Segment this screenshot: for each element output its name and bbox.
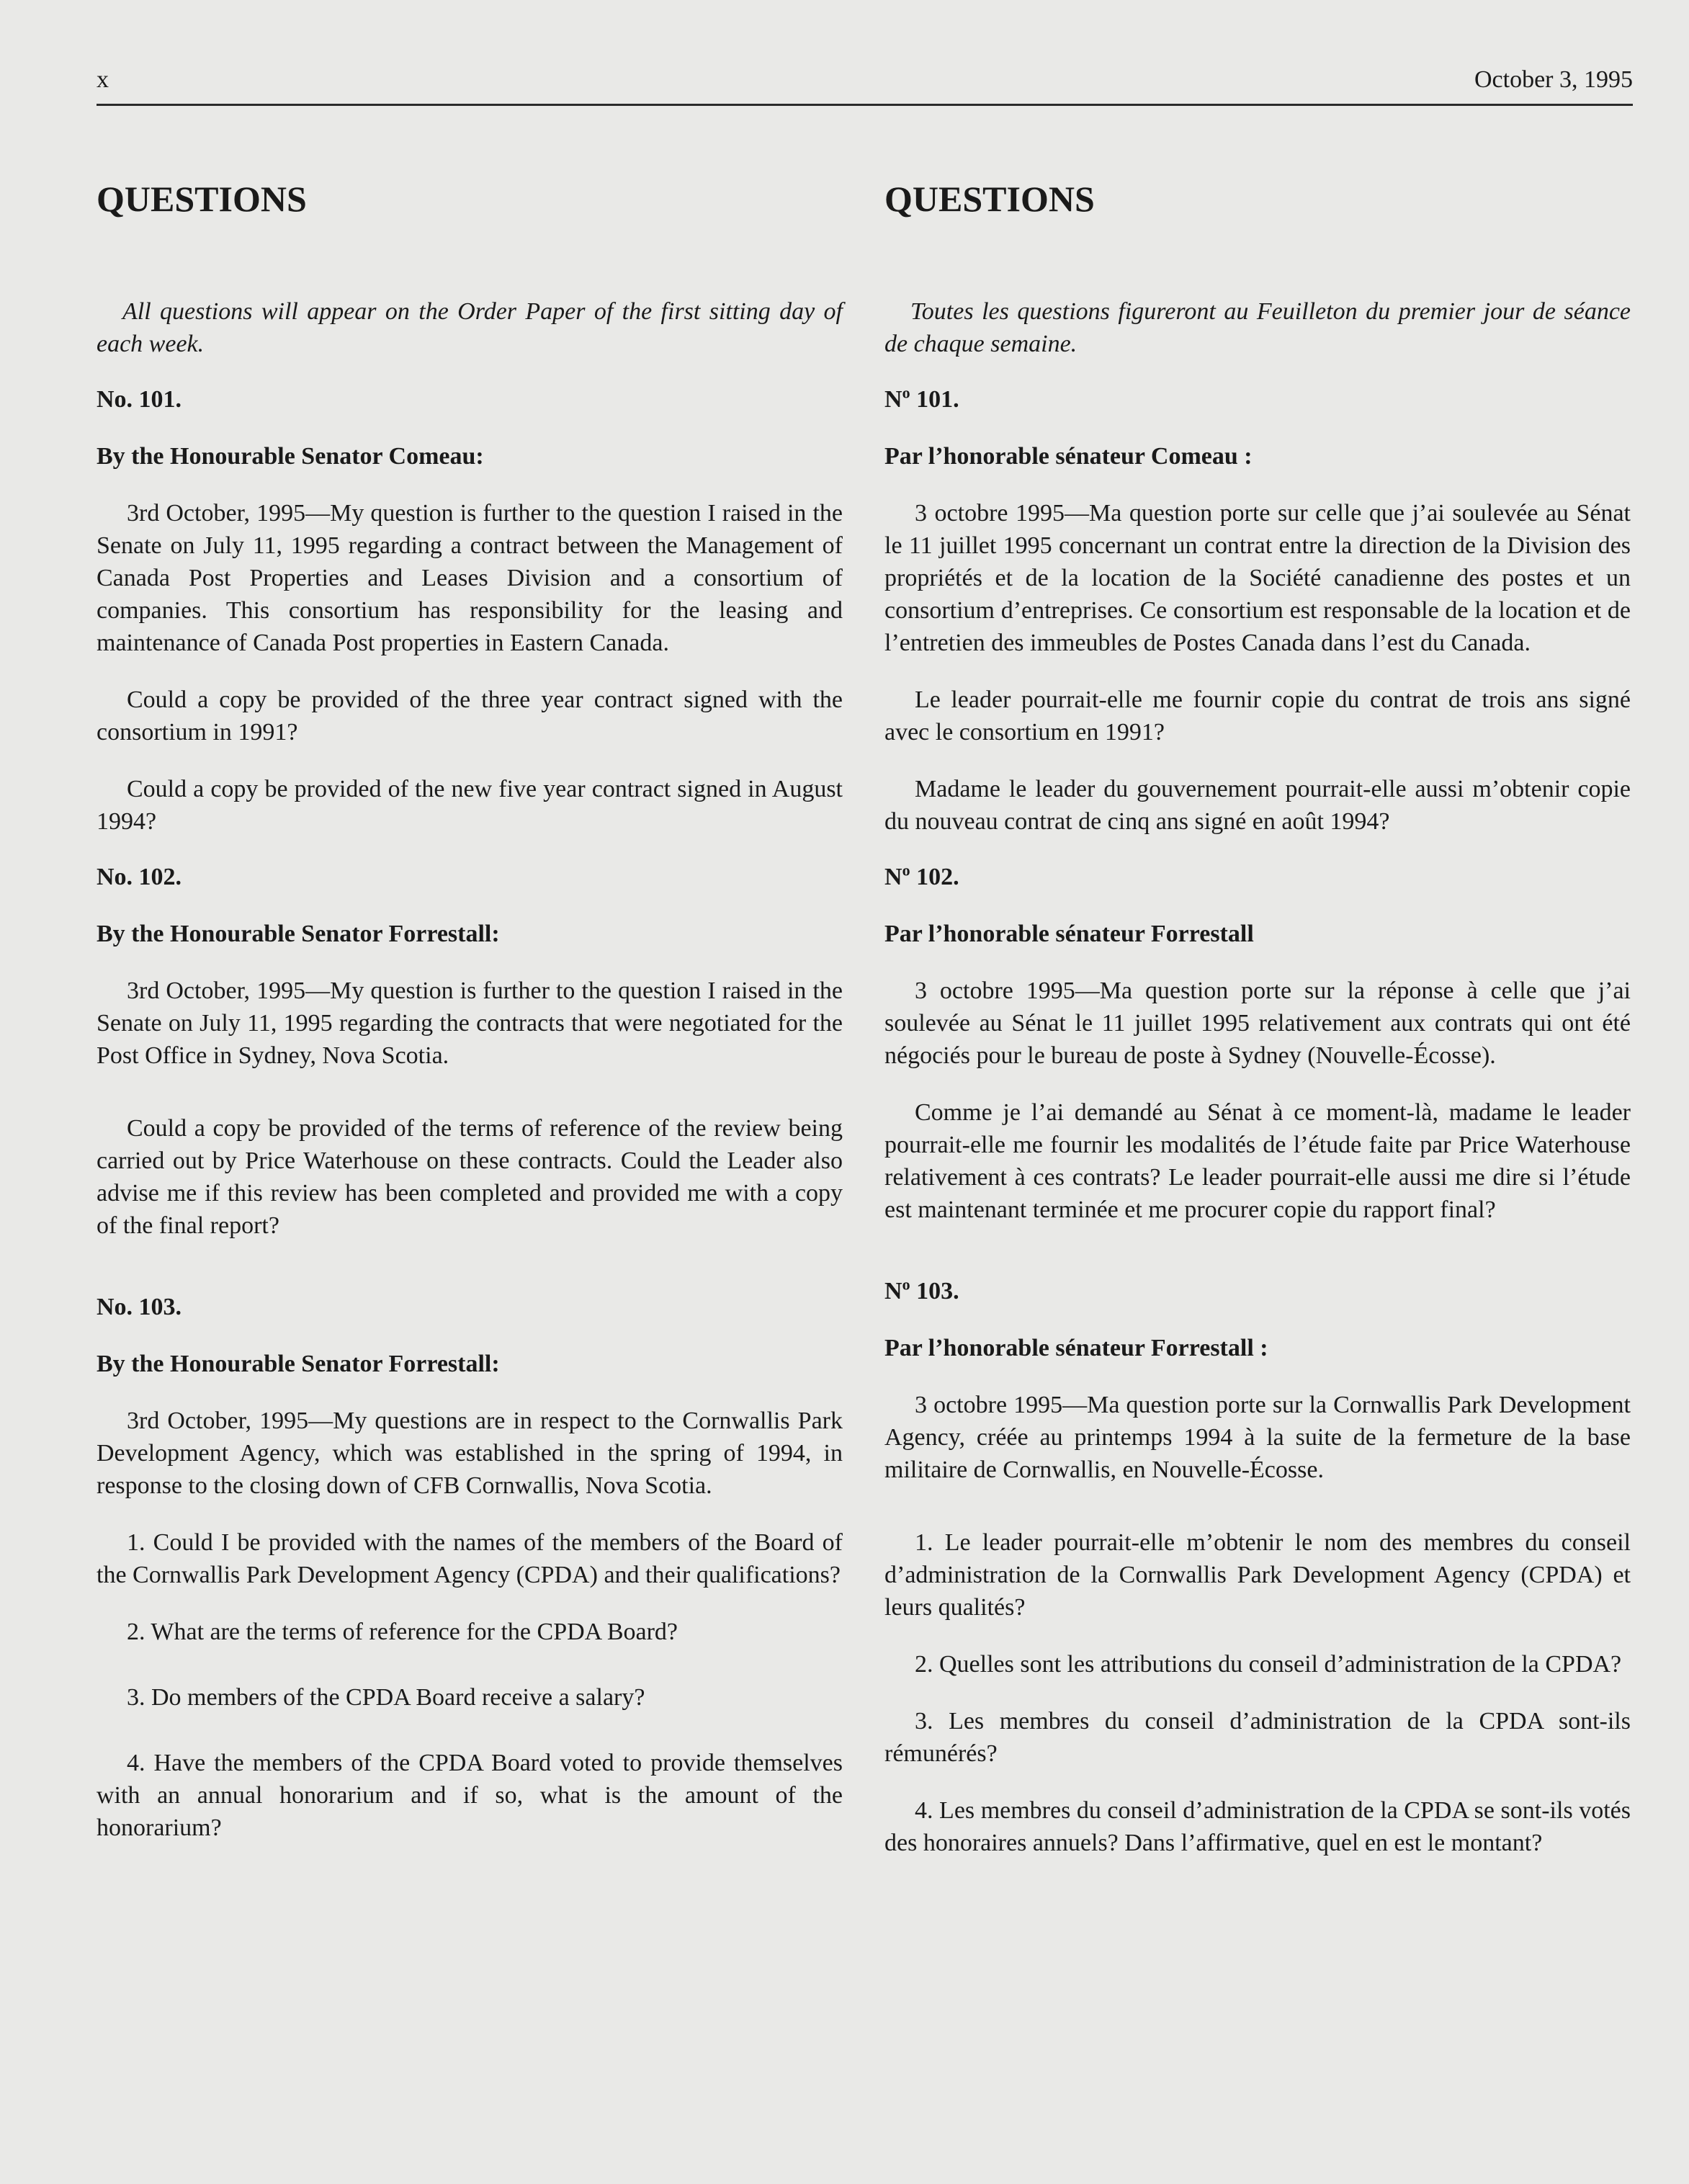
question-101-number-fr: $N^o$ 101. [884,383,959,413]
question-101-paragraph-fr: Madame le leader du gouvernement pourrait-elle aussi m’obtenir copie du nouveau contrat de cinq ans signé en août 1994? [884,776,1631,835]
question-101-paragraph: Could a copy be provided of the new five year contract signed in August 1994? [97,776,843,835]
question-103-item: 3. Do members of the CPDA Board receive a salary? [127,1684,645,1711]
question-103-paragraph: 3rd October, 1995—My questions are in respect to the Cornwallis Park Development Agency, which was established in the spring of 1994, in response to the closing down of CFB Cornwallis, Nova Scotia. [97,1407,843,1499]
question-102-paragraph: Could a copy be provided of the terms of reference of the review being carried out by Price Waterhouse on these contracts. Could the Leader also advise me if this review has been completed and provided me with a copy of the final report? [97,1115,843,1239]
page-header [97,63,1633,106]
page-number: x [97,66,109,93]
question-102-number: No. 102. [97,864,182,890]
question-103-number-fr: $N^o$ 103. [884,1275,959,1304]
english-column [97,177,843,1844]
question-103-item-fr: 1. Le leader pourrait-elle m’obtenir le nom des membres du conseil d’administration de la Cornwallis Park Development Agency (CPDA) et leurs qualités? [884,1529,1631,1621]
question-102-paragraph: 3rd October, 1995—My question is further to the question I raised in the Senate on July 11, 1995 regarding the contracts that were negotiated for the Post Office in Sydney, Nova Scotia. [97,977,843,1069]
question-103-item: 2. What are the terms of reference for the CPDA Board? [127,1619,678,1645]
question-101-paragraph: Could a copy be provided of the three year contract signed with the consortium in 1991? [97,686,843,746]
question-102-paragraph-fr: 3 octobre 1995—Ma question porte sur la réponse à celle que j’ai soulevée au Sénat le 11 juillet 1995 relativement aux contrats qui ont été négociés pour le bureau de poste à Sydney (Nouvelle-Écosse). [884,977,1631,1069]
question-103-byline-fr: Par l’honorable sénateur Forrestall : [884,1335,1268,1361]
question-101-byline: By the Honourable Senator Comeau: [97,443,484,470]
question-103-item: 4. Have the members of the CPDA Board voted to provide themselves with an annual honorarium and if so, what is the amount of the honorarium? [97,1750,843,1841]
question-103-byline: By the Honourable Senator Forrestall: [97,1351,500,1377]
question-101-number: No. 101. [97,386,182,413]
question-103-paragraph-fr: 3 octobre 1995—Ma question porte sur la Cornwallis Park Development Agency, créée au printemps 1994 à la suite de la fermeture de la base militaire de Cornwallis, en Nouvelle-Écosse. [884,1392,1631,1483]
question-101-paragraph-fr: Le leader pourrait-elle me fournir copie du contrat de trois ans signé avec le consortium en 1991? [884,686,1631,746]
question-103-item-fr: 3. Les membres du conseil d’administration de la CPDA sont-ils rémunérés? [884,1708,1631,1767]
french-intro: Toutes les questions figureront au Feuilleton du premier jour de séance de chaque semaine. [884,298,1631,357]
question-103-item-fr: 2. Quelles sont les attributions du conseil d’administration de la CPDA? [915,1651,1622,1678]
french-column [884,177,1631,1859]
question-103-item: 1. Could I be provided with the names of the members of the Board of the Cornwallis Park Development Agency (CPDA) and their qualifications? [97,1529,843,1588]
question-103-item-fr: 4. Les membres du conseil d’administration de la CPDA se sont-ils votés des honoraires annuels? Dans l’affirmative, quel en est le montant? [884,1797,1631,1856]
english-section-title: QUESTIONS [97,179,307,219]
french-section-title: QUESTIONS [884,179,1095,219]
question-101-paragraph: 3rd October, 1995—My question is further to the question I raised in the Senate on July 11, 1995 regarding a contract between the Management of Canada Post Properties and Leases Division and a consortium of companies. This consortium has responsibility for the leasing and maintenance of Canada Post properties in Eastern Canada. [97,500,843,656]
question-103-number: No. 103. [97,1294,182,1320]
question-102-byline: By the Honourable Senator Forrestall: [97,921,500,947]
question-101-paragraph-fr: 3 octobre 1995—Ma question porte sur celle que j’ai soulevée au Sénat le 11 juillet 1995 concernant un contrat entre la direction de la Division des propriétés et de la location de la Société canadienne des postes et un consortium d’entreprises. Ce consortium est responsable de la location et de l’entretien des immeubles de Postes Canada dans l’est du Canada. [884,500,1631,656]
question-101-byline-fr: Par l’honorable sénateur Comeau : [884,443,1253,470]
question-102-paragraph-fr: Comme je l’ai demandé au Sénat à ce moment-là, madame le leader pourrait-elle me fournir les modalités de l’étude faite par Price Waterhouse relativement à ces contrats? Le leader pourrait-elle aussi me dire si l’étude est maintenant terminée et me procurer copie du rapport final? [884,1099,1631,1223]
english-intro: All questions will appear on the Order Paper of the first sitting day of each week. [97,298,843,357]
page-date: October 3, 1995 [1474,66,1633,93]
question-102-byline-fr: Par l’honorable sénateur Forrestall [884,921,1254,947]
question-102-number-fr: $N^o$ 102. [884,861,959,890]
